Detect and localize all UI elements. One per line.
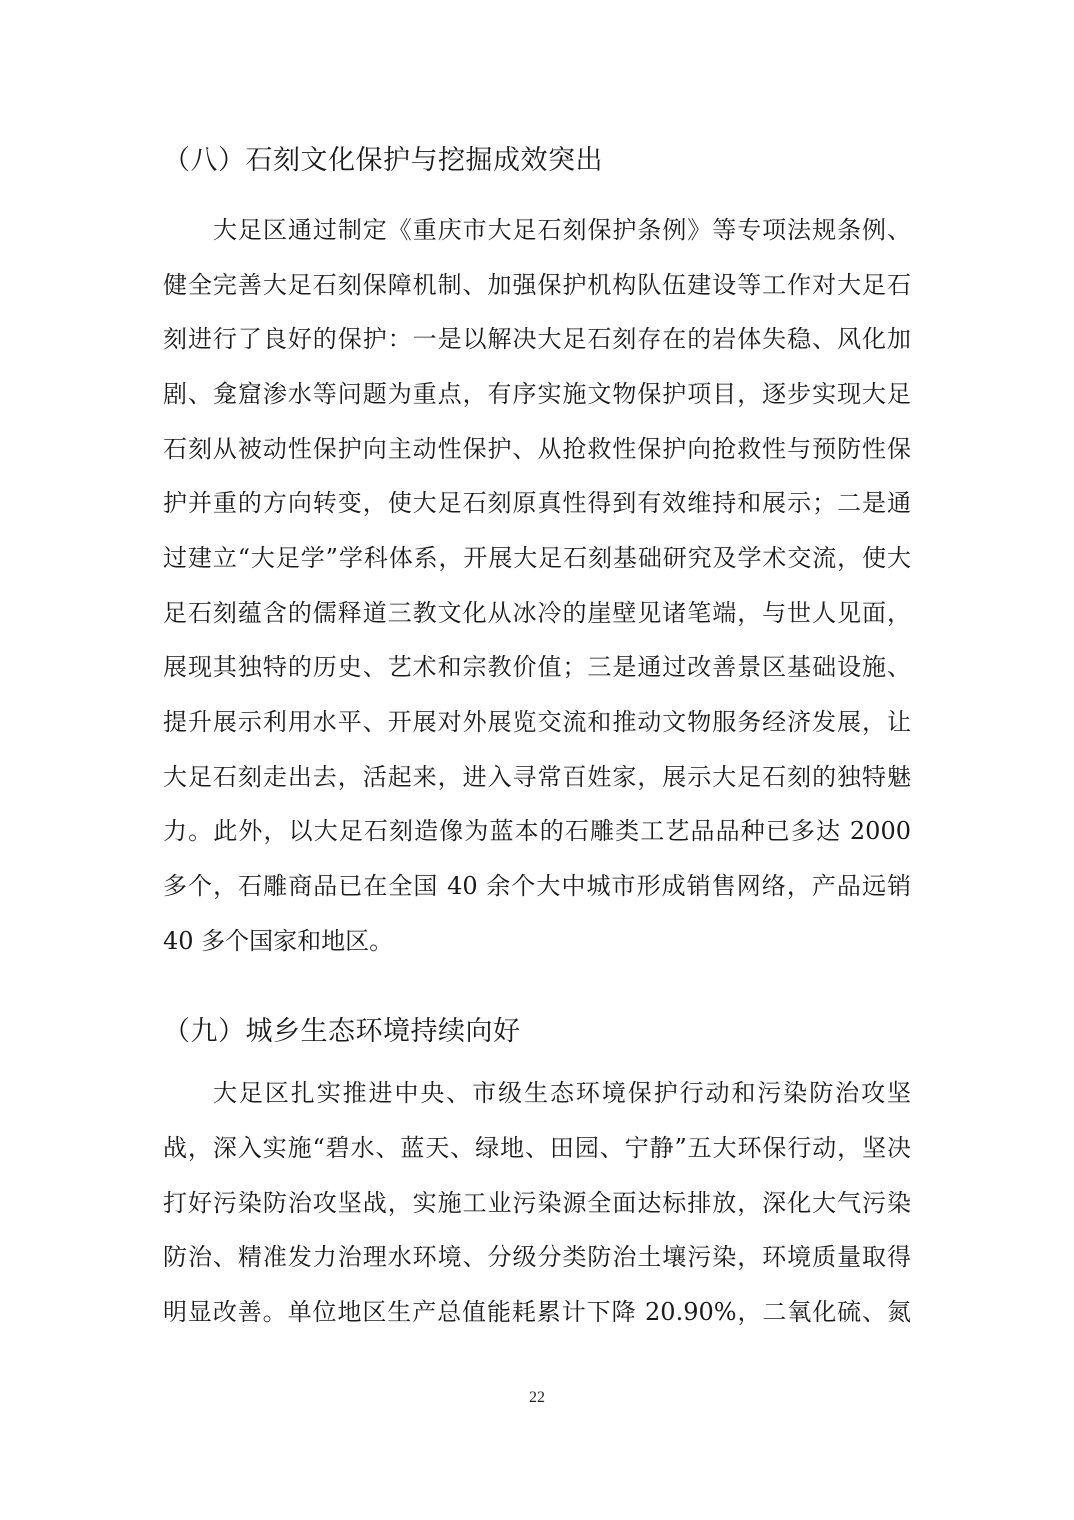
paragraph-line: 足石刻蕴含的儒释道三教文化从冰冷的崖壁见诸笔端，与世人见面， xyxy=(163,599,911,627)
paragraph-line: 大足石刻走出去，活起来，进入寻常百姓家，展示大足石刻的独特魅 xyxy=(163,763,911,791)
section-heading-8: （八）石刻文化保护与挖掘成效突出 xyxy=(163,145,603,176)
paragraph-line: 40 多个国家和地区。 xyxy=(163,927,394,955)
paragraph-line: 剧、龛窟渗水等问题为重点，有序实施文物保护项目，逐步实现大足 xyxy=(163,380,911,408)
paragraph-line: 多个，石雕商品已在全国 40 余个大中城市形成销售网络，产品远销 xyxy=(163,872,911,900)
paragraph-line: 展现其独特的历史、艺术和宗教价值；三是通过改善景区基础设施、 xyxy=(163,653,911,681)
paragraph-line: 护并重的方向转变，使大足石刻原真性得到有效维持和展示；二是通 xyxy=(163,489,911,517)
paragraph-line: 打好污染防治攻坚战，实施工业污染源全面达标排放，深化大气污染 xyxy=(163,1189,911,1217)
paragraph-line: 健全完善大足石刻保障机制、加强保护机构队伍建设等工作对大足石 xyxy=(163,271,911,299)
section-heading-9: （九）城乡生态环境持续向好 xyxy=(163,1016,521,1047)
paragraph-line: 防治、精准发力治理水环境、分级分类防治土壤污染，环境质量取得 xyxy=(163,1243,911,1271)
paragraph-line: 明显改善。单位地区生产总值能耗累计下降 20.90%，二氧化硫、氮 xyxy=(163,1298,911,1326)
paragraph-line: 刻进行了良好的保护：一是以解决大足石刻存在的岩体失稳、风化加 xyxy=(163,325,911,353)
paragraph-line: 提升展示利用水平、开展对外展览交流和推动文物服务经济发展，让 xyxy=(163,708,911,736)
paragraph-line: 战，深入实施“碧水、蓝天、绿地、田园、宁静”五大环保行动，坚决 xyxy=(163,1134,911,1162)
paragraph-line: 力。此外，以大足石刻造像为蓝本的石雕类工艺品品种已多达 2000 xyxy=(163,817,911,845)
paragraph-line: 大足区通过制定《重庆市大足石刻保护条例》等专项法规条例、 xyxy=(213,216,911,244)
paragraph-line: 过建立“大足学”学科体系，开展大足石刻基础研究及学术交流，使大 xyxy=(163,544,911,572)
page-number: 22 xyxy=(529,1389,545,1406)
paragraph-line: 石刻从被动性保护向主动性保护、从抢救性保护向抢救性与预防性保 xyxy=(163,435,911,463)
paragraph-line: 大足区扎实推进中央、市级生态环境保护行动和污染防治攻坚 xyxy=(213,1079,911,1107)
